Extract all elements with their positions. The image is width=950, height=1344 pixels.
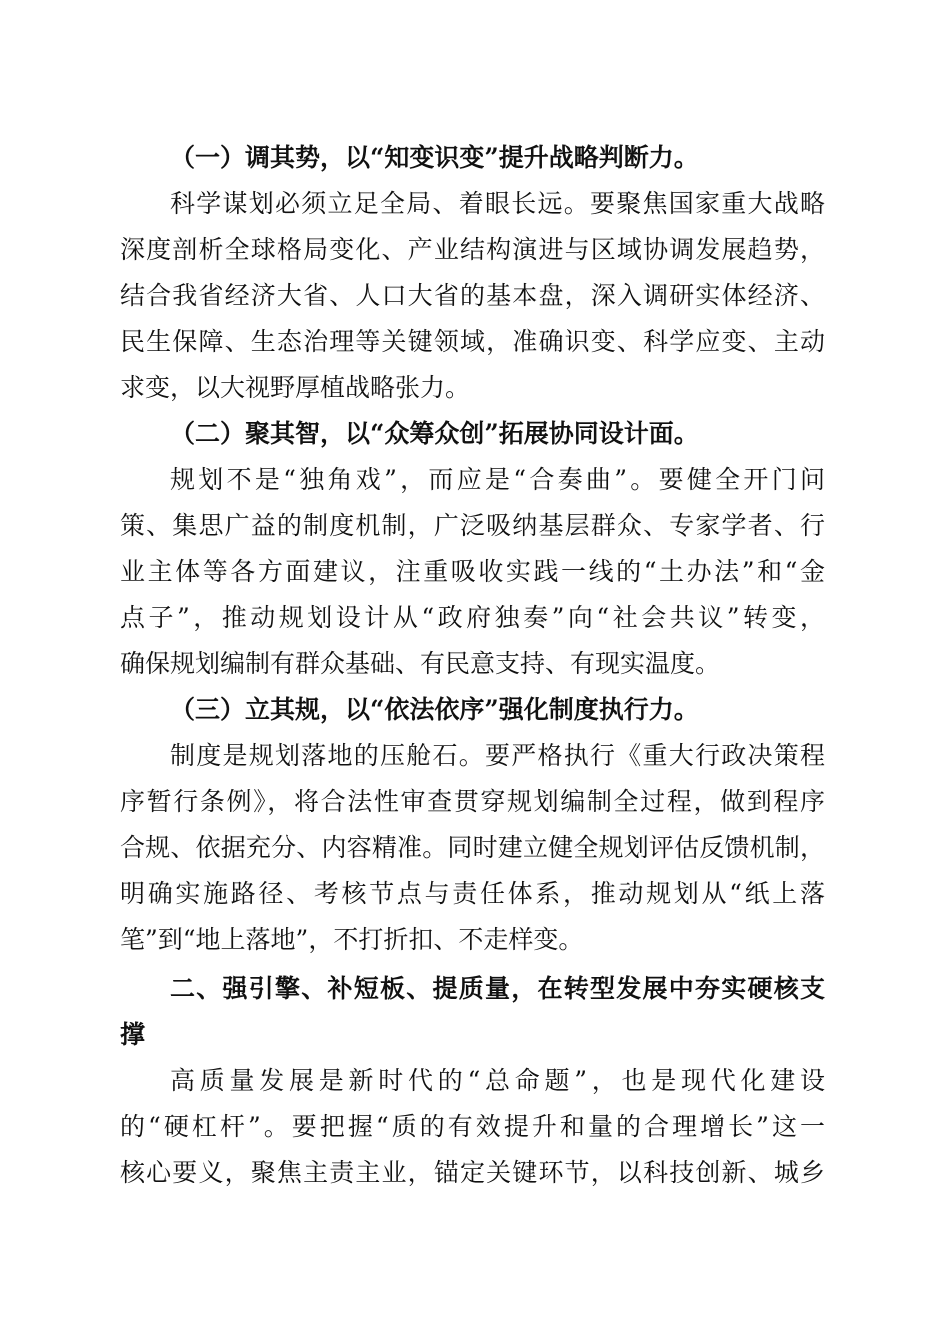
part-two-heading: 二、强引擎、补短板、提质量，在转型发展中夯实硬核支 (170, 974, 825, 1003)
paragraph-line: 序暂行条例》，将合法性审查贯穿规划编制全过程，做到程序 (120, 787, 825, 816)
paragraph-line: 规划不是“独角戏”，而应是“合奏曲”。要健全开门问 (170, 465, 825, 494)
paragraph-line: 策、集思广益的制度机制，广泛吸纳基层群众、专家学者、行 (120, 511, 825, 540)
section-heading-2: （二）聚其智，以“众筹众创”拓展协同设计面。 (170, 419, 699, 448)
paragraph-line: 求变，以大视野厚植战略张力。 (120, 373, 471, 402)
paragraph-line: 民生保障、生态治理等关键领域，准确识变、科学应变、主动 (120, 327, 825, 356)
paragraph-line: 笔”到“地上落地”，不打折扣、不走样变。 (120, 925, 584, 954)
paragraph-line: 科学谋划必须立足全局、着眼长远。要聚焦国家重大战略 (170, 189, 825, 218)
part-two-heading-continued: 撑 (120, 1020, 146, 1049)
paragraph-line: 核心要义，聚焦主责主业，锚定关键环节，以科技创新、城乡 (120, 1158, 825, 1187)
paragraph-line: 确保规划编制有群众基础、有民意支持、有现实温度。 (120, 649, 721, 678)
paragraph-line: 高质量发展是新时代的“总命题”，也是现代化建设 (170, 1066, 825, 1095)
paragraph-line: 深度剖析全球格局变化、产业结构演进与区域协调发展趋势， (120, 235, 825, 264)
paragraph-line: 明确实施路径、考核节点与责任体系，推动规划从“纸上落 (120, 879, 825, 908)
paragraph-line: 合规、依据充分、内容精准。同时建立健全规划评估反馈机制， (120, 833, 825, 862)
section-heading-1: （一）调其势，以“知变识变”提升战略判断力。 (170, 143, 699, 172)
paragraph-line: 制度是规划落地的压舱石。要严格执行《重大行政决策程 (170, 741, 825, 770)
paragraph-line: 业主体等各方面建议，注重吸收实践一线的“土办法”和“金 (120, 557, 825, 586)
paragraph-line: 的“硬杠杆”。要把握“质的有效提升和量的合理增长”这一 (120, 1112, 825, 1141)
section-heading-3: （三）立其规，以“依法依序”强化制度执行力。 (170, 695, 699, 724)
paragraph-line: 点子”，推动规划设计从“政府独奏”向“社会共议”转变， (120, 603, 825, 632)
paragraph-line: 结合我省经济大省、人口大省的基本盘，深入调研实体经济、 (120, 281, 825, 310)
